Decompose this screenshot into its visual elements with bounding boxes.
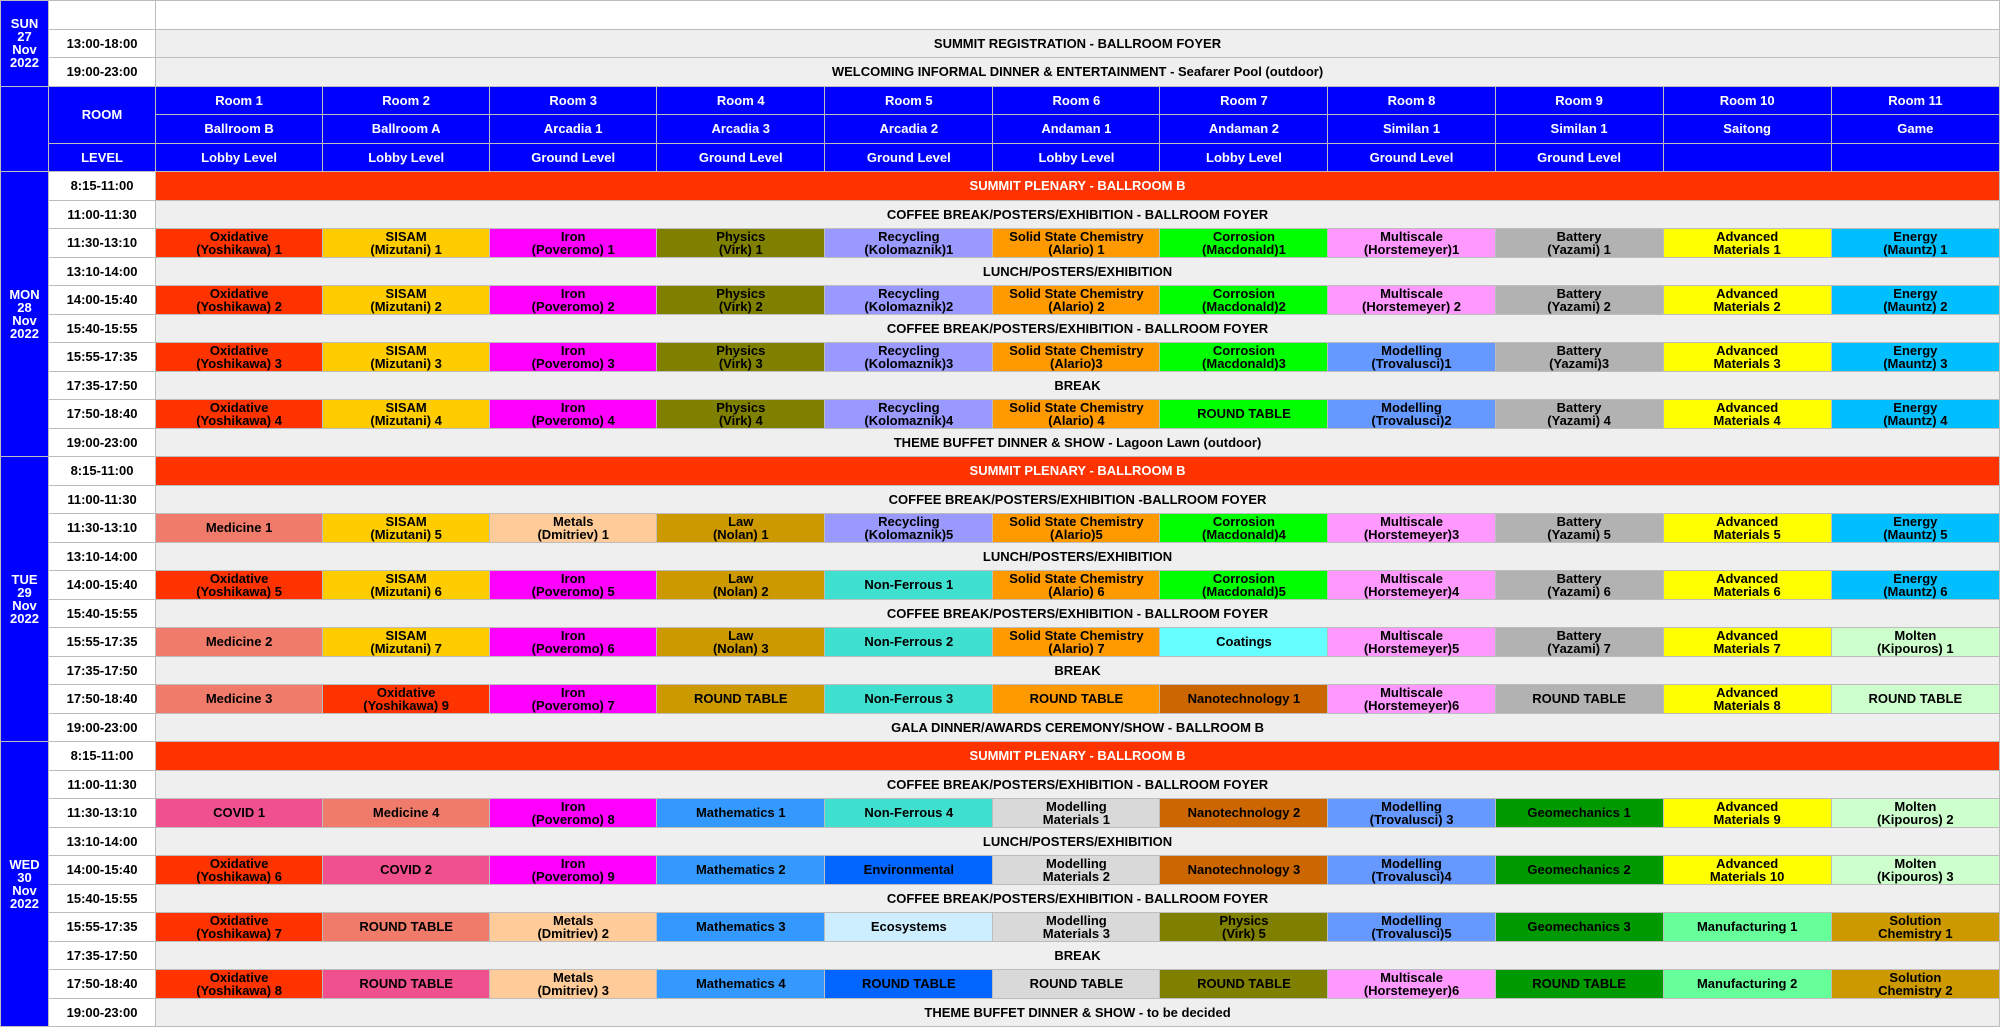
room-name: Room 11 (1831, 86, 1999, 115)
session-cell[interactable]: Recycling (Kolomaznik)3 (825, 343, 993, 372)
session-cell[interactable]: Metals (Dmitriev) 2 (490, 913, 657, 942)
sunday-dinner-row (1, 58, 2000, 87)
session-cell[interactable]: Physics (Virk) 1 (657, 229, 825, 258)
header-room-row (1, 86, 2000, 115)
plenary-cell: SUMMIT PLENARY - BALLROOM B (156, 742, 2000, 771)
schedule-row (1, 172, 2000, 201)
schedule-row (1, 856, 2000, 885)
session-cell[interactable]: Iron (Poveromo) 2 (490, 286, 657, 315)
break-cell: COFFEE BREAK/POSTERS/EXHIBITION - BALLROOM FOYER (156, 314, 2000, 343)
time-cell: 17:50-18:40 (49, 400, 156, 429)
session-cell[interactable]: Medicine 4 (323, 799, 490, 828)
session-cell[interactable]: ROUND TABLE (323, 970, 490, 999)
schedule-row (1, 913, 2000, 942)
session-cell[interactable]: SISAM (Mizutani) 5 (323, 514, 490, 543)
break-cell: BREAK (156, 371, 2000, 400)
schedule-row (1, 628, 2000, 657)
session-cell[interactable]: Iron (Poveromo) 3 (490, 343, 657, 372)
time-cell: 11:30-13:10 (49, 229, 156, 258)
session-cell[interactable]: Advanced Materials 10 (1663, 856, 1831, 885)
day-label-wed: WED 30 Nov 2022 (1, 742, 49, 1027)
session-cell[interactable]: SISAM (Mizutani) 1 (323, 229, 490, 258)
session-cell[interactable]: Solid State Chemistry (Alario) 6 (993, 571, 1160, 600)
session-cell[interactable]: Recycling (Kolomaznik)2 (825, 286, 993, 315)
schedule-row (1, 998, 2000, 1027)
session-cell[interactable]: COVID 2 (323, 856, 490, 885)
session-cell[interactable]: Energy (Mauntz) 3 (1831, 343, 1999, 372)
session-cell[interactable]: Solid State Chemistry (Alario) 4 (993, 400, 1160, 429)
session-cell[interactable]: SISAM (Mizutani) 7 (323, 628, 490, 657)
session-cell[interactable]: Multiscale (Horstemeyer)6 (1328, 685, 1495, 714)
session-cell[interactable]: Physics (Virk) 2 (657, 286, 825, 315)
registration-cell: SUMMIT REGISTRATION - BALLROOM FOYER (156, 29, 2000, 58)
session-cell[interactable]: Battery (Yazami) 6 (1495, 571, 1663, 600)
session-cell[interactable]: Multiscale (Horstemeyer)3 (1328, 514, 1495, 543)
time-cell: 11:00-11:30 (49, 770, 156, 799)
session-cell[interactable]: Battery (Yazami) 7 (1495, 628, 1663, 657)
session-cell[interactable]: Recycling (Kolomaznik)1 (825, 229, 993, 258)
time-cell: 11:30-13:10 (49, 799, 156, 828)
header-day-blank (1, 86, 49, 172)
session-cell[interactable]: Advanced Materials 8 (1663, 685, 1831, 714)
schedule-row (1, 514, 2000, 543)
break-cell: BREAK (156, 941, 2000, 970)
session-cell[interactable]: Multiscale (Horstemeyer) 2 (1328, 286, 1495, 315)
break-cell: GALA DINNER/AWARDS CEREMONY/SHOW - BALLROOM B (156, 713, 2000, 742)
schedule-row (1, 770, 2000, 799)
time-cell: 19:00-23:00 (49, 998, 156, 1027)
time-cell: 15:40-15:55 (49, 314, 156, 343)
session-cell[interactable]: Advanced Materials 9 (1663, 799, 1831, 828)
header-level-row (1, 143, 2000, 172)
schedule-row (1, 713, 2000, 742)
session-cell[interactable]: Non-Ferrous 4 (825, 799, 993, 828)
session-cell[interactable]: Law (Nolan) 3 (657, 628, 825, 657)
plenary-cell: SUMMIT PLENARY - BALLROOM B (156, 457, 2000, 486)
session-cell[interactable]: Non-Ferrous 2 (825, 628, 993, 657)
room-name: Room 1 (156, 86, 323, 115)
schedule-row (1, 542, 2000, 571)
time-cell-blank (49, 1, 156, 30)
session-cell[interactable]: Mathematics 3 (657, 913, 825, 942)
day-label-sunday: SUN 27 Nov 2022 (1, 1, 49, 87)
schedule-row (1, 400, 2000, 429)
session-cell[interactable]: Solid State Chemistry (Alario) 7 (993, 628, 1160, 657)
session-cell[interactable]: Iron (Poveromo) 9 (490, 856, 657, 885)
time-cell: 15:40-15:55 (49, 599, 156, 628)
session-cell[interactable]: Medicine 3 (156, 685, 323, 714)
session-cell[interactable]: ROUND TABLE (1160, 970, 1328, 999)
schedule-row (1, 884, 2000, 913)
room-venue: Andaman 2 (1160, 115, 1328, 144)
session-cell[interactable]: Molten (Kipouros) 2 (1831, 799, 1999, 828)
session-cell[interactable]: Recycling (Kolomaznik)5 (825, 514, 993, 543)
time-cell: 13:10-14:00 (49, 827, 156, 856)
session-cell[interactable]: SISAM (Mizutani) 3 (323, 343, 490, 372)
session-cell[interactable]: Solution Chemistry 1 (1831, 913, 1999, 942)
session-cell[interactable]: Metals (Dmitriev) 1 (490, 514, 657, 543)
room-name: Room 10 (1663, 86, 1831, 115)
time-cell: 8:15-11:00 (49, 742, 156, 771)
blank-cell (156, 1, 2000, 30)
break-cell: THEME BUFFET DINNER & SHOW - to be decided (156, 998, 2000, 1027)
break-cell: LUNCH/POSTERS/EXHIBITION (156, 542, 2000, 571)
session-cell[interactable]: SISAM (Mizutani) 4 (323, 400, 490, 429)
time-cell: 15:40-15:55 (49, 884, 156, 913)
schedule-row (1, 970, 2000, 999)
session-cell[interactable]: ROUND TABLE (1495, 685, 1663, 714)
session-cell[interactable]: Solid State Chemistry (Alario)5 (993, 514, 1160, 543)
session-cell[interactable]: Oxidative (Yoshikawa) 9 (323, 685, 490, 714)
break-cell: LUNCH/POSTERS/EXHIBITION (156, 827, 2000, 856)
schedule-row (1, 685, 2000, 714)
session-cell[interactable]: Battery (Yazami) 5 (1495, 514, 1663, 543)
session-cell[interactable]: Physics (Virk) 5 (1160, 913, 1328, 942)
session-cell[interactable]: Modelling (Trovalusci)1 (1328, 343, 1495, 372)
session-cell[interactable]: Nanotechnology 1 (1160, 685, 1328, 714)
time-cell: 11:00-11:30 (49, 200, 156, 229)
session-cell[interactable]: ROUND TABLE (1495, 970, 1663, 999)
room-level: Ground Level (825, 143, 993, 172)
session-cell[interactable]: Modelling (Trovalusci)2 (1328, 400, 1495, 429)
room-venue: Arcadia 2 (825, 115, 993, 144)
time-cell: 15:55-17:35 (49, 343, 156, 372)
session-cell[interactable]: Battery (Yazami) 2 (1495, 286, 1663, 315)
schedule-row (1, 571, 2000, 600)
time-cell: 14:00-15:40 (49, 856, 156, 885)
session-cell[interactable]: Energy (Mauntz) 6 (1831, 571, 1999, 600)
session-cell[interactable]: Corrosion (Macdonald)5 (1160, 571, 1328, 600)
room-level: Lobby Level (156, 143, 323, 172)
session-cell[interactable]: COVID 1 (156, 799, 323, 828)
session-cell[interactable]: Oxidative (Yoshikawa) 1 (156, 229, 323, 258)
session-cell[interactable]: Corrosion (Macdonald)4 (1160, 514, 1328, 543)
room-level (1831, 143, 1999, 172)
time-cell: 13:00-18:00 (49, 29, 156, 58)
session-cell[interactable]: Energy (Mauntz) 2 (1831, 286, 1999, 315)
session-cell[interactable]: Energy (Mauntz) 1 (1831, 229, 1999, 258)
time-cell: 17:35-17:50 (49, 371, 156, 400)
break-cell: COFFEE BREAK/POSTERS/EXHIBITION - BALLROOM FOYER (156, 770, 2000, 799)
time-cell: 11:00-11:30 (49, 485, 156, 514)
room-name: Room 3 (490, 86, 657, 115)
schedule-row (1, 742, 2000, 771)
session-cell[interactable]: Iron (Poveromo) 7 (490, 685, 657, 714)
session-cell[interactable]: Corrosion (Macdonald)1 (1160, 229, 1328, 258)
session-cell[interactable]: Solid State Chemistry (Alario) 2 (993, 286, 1160, 315)
session-cell[interactable]: Solution Chemistry 2 (1831, 970, 1999, 999)
schedule-row (1, 286, 2000, 315)
break-cell: COFFEE BREAK/POSTERS/EXHIBITION -BALLROOM FOYER (156, 485, 2000, 514)
sunday-registration-row (1, 29, 2000, 58)
time-cell: 17:35-17:50 (49, 656, 156, 685)
session-cell[interactable]: ROUND TABLE (993, 685, 1160, 714)
welcome-dinner-cell: WELCOMING INFORMAL DINNER & ENTERTAINMENT - Seafarer Pool (outdoor) (156, 58, 2000, 87)
schedule-row (1, 200, 2000, 229)
time-cell: 19:00-23:00 (49, 713, 156, 742)
break-cell: COFFEE BREAK/POSTERS/EXHIBITION - BALLROOM FOYER (156, 599, 2000, 628)
session-cell[interactable]: Environmental (825, 856, 993, 885)
session-cell[interactable]: ROUND TABLE (323, 913, 490, 942)
room-name: Room 8 (1328, 86, 1495, 115)
room-venue: Arcadia 1 (490, 115, 657, 144)
schedule-row (1, 799, 2000, 828)
time-cell: 8:15-11:00 (49, 172, 156, 201)
session-cell[interactable]: Advanced Materials 6 (1663, 571, 1831, 600)
schedule-row (1, 827, 2000, 856)
session-cell[interactable]: Non-Ferrous 1 (825, 571, 993, 600)
session-cell[interactable]: Iron (Poveromo) 8 (490, 799, 657, 828)
session-cell[interactable]: Geomechanics 3 (1495, 913, 1663, 942)
session-cell[interactable]: Solid State Chemistry (Alario) 1 (993, 229, 1160, 258)
room-level: Lobby Level (993, 143, 1160, 172)
session-cell[interactable]: Molten (Kipouros) 3 (1831, 856, 1999, 885)
time-cell: 14:00-15:40 (49, 286, 156, 315)
break-cell: BREAK (156, 656, 2000, 685)
session-cell[interactable]: Modelling (Trovalusci) 3 (1328, 799, 1495, 828)
schedule-row (1, 485, 2000, 514)
session-cell[interactable]: Law (Nolan) 2 (657, 571, 825, 600)
schedule-row (1, 229, 2000, 258)
room-level (1663, 143, 1831, 172)
room-level: Lobby Level (1160, 143, 1328, 172)
session-cell[interactable]: Multiscale (Horstemeyer)4 (1328, 571, 1495, 600)
schedule-row (1, 371, 2000, 400)
time-cell: 11:30-13:10 (49, 514, 156, 543)
time-cell: 17:50-18:40 (49, 685, 156, 714)
room-name: Room 7 (1160, 86, 1328, 115)
session-cell[interactable]: Geomechanics 1 (1495, 799, 1663, 828)
room-venue: Ballroom A (323, 115, 490, 144)
session-cell[interactable]: ROUND TABLE (993, 970, 1160, 999)
session-cell[interactable]: Metals (Dmitriev) 3 (490, 970, 657, 999)
session-cell[interactable]: Mathematics 1 (657, 799, 825, 828)
break-cell: LUNCH/POSTERS/EXHIBITION (156, 257, 2000, 286)
session-cell[interactable]: Multiscale (Horstemeyer)5 (1328, 628, 1495, 657)
session-cell[interactable]: Oxidative (Yoshikawa) 2 (156, 286, 323, 315)
room-venue: Ballroom B (156, 115, 323, 144)
session-cell[interactable]: Modelling Materials 3 (993, 913, 1160, 942)
break-cell: THEME BUFFET DINNER & SHOW - Lagoon Lawn (outdoor) (156, 428, 2000, 457)
session-cell[interactable]: Battery (Yazami)3 (1495, 343, 1663, 372)
room-name: Room 5 (825, 86, 993, 115)
time-cell: 19:00-23:00 (49, 58, 156, 87)
session-cell[interactable]: Manufacturing 1 (1663, 913, 1831, 942)
session-cell[interactable]: Molten (Kipouros) 1 (1831, 628, 1999, 657)
header-venue-row (1, 115, 2000, 144)
schedule-row (1, 314, 2000, 343)
session-cell[interactable]: ROUND TABLE (1831, 685, 1999, 714)
session-cell[interactable]: Iron (Poveromo) 4 (490, 400, 657, 429)
session-cell[interactable]: Nanotechnology 3 (1160, 856, 1328, 885)
session-cell[interactable]: Modelling Materials 1 (993, 799, 1160, 828)
session-cell[interactable]: Advanced Materials 4 (1663, 400, 1831, 429)
session-cell[interactable]: Multiscale (Horstemeyer)1 (1328, 229, 1495, 258)
day-label-mon: MON 28 Nov 2022 (1, 172, 49, 457)
time-cell: 15:55-17:35 (49, 913, 156, 942)
time-cell: 17:35-17:50 (49, 941, 156, 970)
room-venue: Game (1831, 115, 1999, 144)
session-cell[interactable]: Medicine 2 (156, 628, 323, 657)
session-cell[interactable]: ROUND TABLE (1160, 400, 1328, 429)
room-venue: Andaman 1 (993, 115, 1160, 144)
room-venue: Arcadia 3 (657, 115, 825, 144)
session-cell[interactable]: Iron (Poveromo) 6 (490, 628, 657, 657)
session-cell[interactable]: Iron (Poveromo) 1 (490, 229, 657, 258)
session-cell[interactable]: Manufacturing 2 (1663, 970, 1831, 999)
session-cell[interactable]: Oxidative (Yoshikawa) 7 (156, 913, 323, 942)
session-cell[interactable]: Solid State Chemistry (Alario)3 (993, 343, 1160, 372)
session-cell[interactable]: Geomechanics 2 (1495, 856, 1663, 885)
schedule-row (1, 457, 2000, 486)
session-cell[interactable]: Oxidative (Yoshikawa) 4 (156, 400, 323, 429)
room-level: Ground Level (490, 143, 657, 172)
room-venue: Saitong (1663, 115, 1831, 144)
schedule-row (1, 599, 2000, 628)
break-cell: COFFEE BREAK/POSTERS/EXHIBITION - BALLROOM FOYER (156, 884, 2000, 913)
room-name: Room 6 (993, 86, 1160, 115)
room-name: Room 9 (1495, 86, 1663, 115)
schedule-row (1, 257, 2000, 286)
session-cell[interactable]: Iron (Poveromo) 5 (490, 571, 657, 600)
session-cell[interactable]: Oxidative (Yoshikawa) 5 (156, 571, 323, 600)
session-cell[interactable]: Medicine 1 (156, 514, 323, 543)
session-cell[interactable]: Oxidative (Yoshikawa) 8 (156, 970, 323, 999)
room-level: Lobby Level (323, 143, 490, 172)
session-cell[interactable]: Oxidative (Yoshikawa) 6 (156, 856, 323, 885)
room-level: Ground Level (657, 143, 825, 172)
room-header-label: ROOM (49, 86, 156, 143)
session-cell[interactable]: Advanced Materials 5 (1663, 514, 1831, 543)
session-cell[interactable]: Modelling (Trovalusci)4 (1328, 856, 1495, 885)
time-cell: 15:55-17:35 (49, 628, 156, 657)
session-cell[interactable]: Advanced Materials 3 (1663, 343, 1831, 372)
session-cell[interactable]: Physics (Virk) 3 (657, 343, 825, 372)
session-cell[interactable]: Law (Nolan) 1 (657, 514, 825, 543)
session-cell[interactable]: Mathematics 2 (657, 856, 825, 885)
session-cell[interactable]: Advanced Materials 7 (1663, 628, 1831, 657)
schedule-row (1, 656, 2000, 685)
session-cell[interactable]: Mathematics 4 (657, 970, 825, 999)
schedule-row (1, 343, 2000, 372)
day-label-tue: TUE 29 Nov 2022 (1, 457, 49, 742)
session-cell[interactable]: Energy (Mauntz) 4 (1831, 400, 1999, 429)
session-cell[interactable]: Modelling (Trovalusci)5 (1328, 913, 1495, 942)
session-cell[interactable]: Multiscale (Horstemeyer)6 (1328, 970, 1495, 999)
time-cell: 13:10-14:00 (49, 542, 156, 571)
session-cell[interactable]: ROUND TABLE (825, 970, 993, 999)
session-cell[interactable]: Battery (Yazami) 4 (1495, 400, 1663, 429)
sunday-blank-row (1, 1, 2000, 30)
room-venue: Similan 1 (1495, 115, 1663, 144)
session-cell[interactable]: Physics (Virk) 4 (657, 400, 825, 429)
session-cell[interactable]: Modelling Materials 2 (993, 856, 1160, 885)
level-header-label: LEVEL (49, 143, 156, 172)
schedule-row (1, 428, 2000, 457)
session-cell[interactable]: Oxidative (Yoshikawa) 3 (156, 343, 323, 372)
time-cell: 14:00-15:40 (49, 571, 156, 600)
session-cell[interactable]: Advanced Materials 1 (1663, 229, 1831, 258)
room-venue: Similan 1 (1328, 115, 1495, 144)
session-cell[interactable]: Coatings (1160, 628, 1328, 657)
session-cell[interactable]: Corrosion (Macdonald)3 (1160, 343, 1328, 372)
session-cell[interactable]: SISAM (Mizutani) 2 (323, 286, 490, 315)
time-cell: 17:50-18:40 (49, 970, 156, 999)
session-cell[interactable]: Corrosion (Macdonald)2 (1160, 286, 1328, 315)
session-cell[interactable]: Nanotechnology 2 (1160, 799, 1328, 828)
room-name: Room 2 (323, 86, 490, 115)
session-cell[interactable]: Recycling (Kolomaznik)4 (825, 400, 993, 429)
session-cell[interactable]: Battery (Yazami) 1 (1495, 229, 1663, 258)
schedule-row (1, 941, 2000, 970)
time-cell: 13:10-14:00 (49, 257, 156, 286)
session-cell[interactable]: Advanced Materials 2 (1663, 286, 1831, 315)
session-cell[interactable]: Ecosystems (825, 913, 993, 942)
session-cell[interactable]: SISAM (Mizutani) 6 (323, 571, 490, 600)
time-cell: 8:15-11:00 (49, 457, 156, 486)
room-name: Room 4 (657, 86, 825, 115)
session-cell[interactable]: ROUND TABLE (657, 685, 825, 714)
plenary-cell: SUMMIT PLENARY - BALLROOM B (156, 172, 2000, 201)
time-cell: 19:00-23:00 (49, 428, 156, 457)
room-level: Ground Level (1495, 143, 1663, 172)
session-cell[interactable]: Energy (Mauntz) 5 (1831, 514, 1999, 543)
room-level: Ground Level (1328, 143, 1495, 172)
break-cell: COFFEE BREAK/POSTERS/EXHIBITION - BALLROOM FOYER (156, 200, 2000, 229)
session-cell[interactable]: Non-Ferrous 3 (825, 685, 993, 714)
